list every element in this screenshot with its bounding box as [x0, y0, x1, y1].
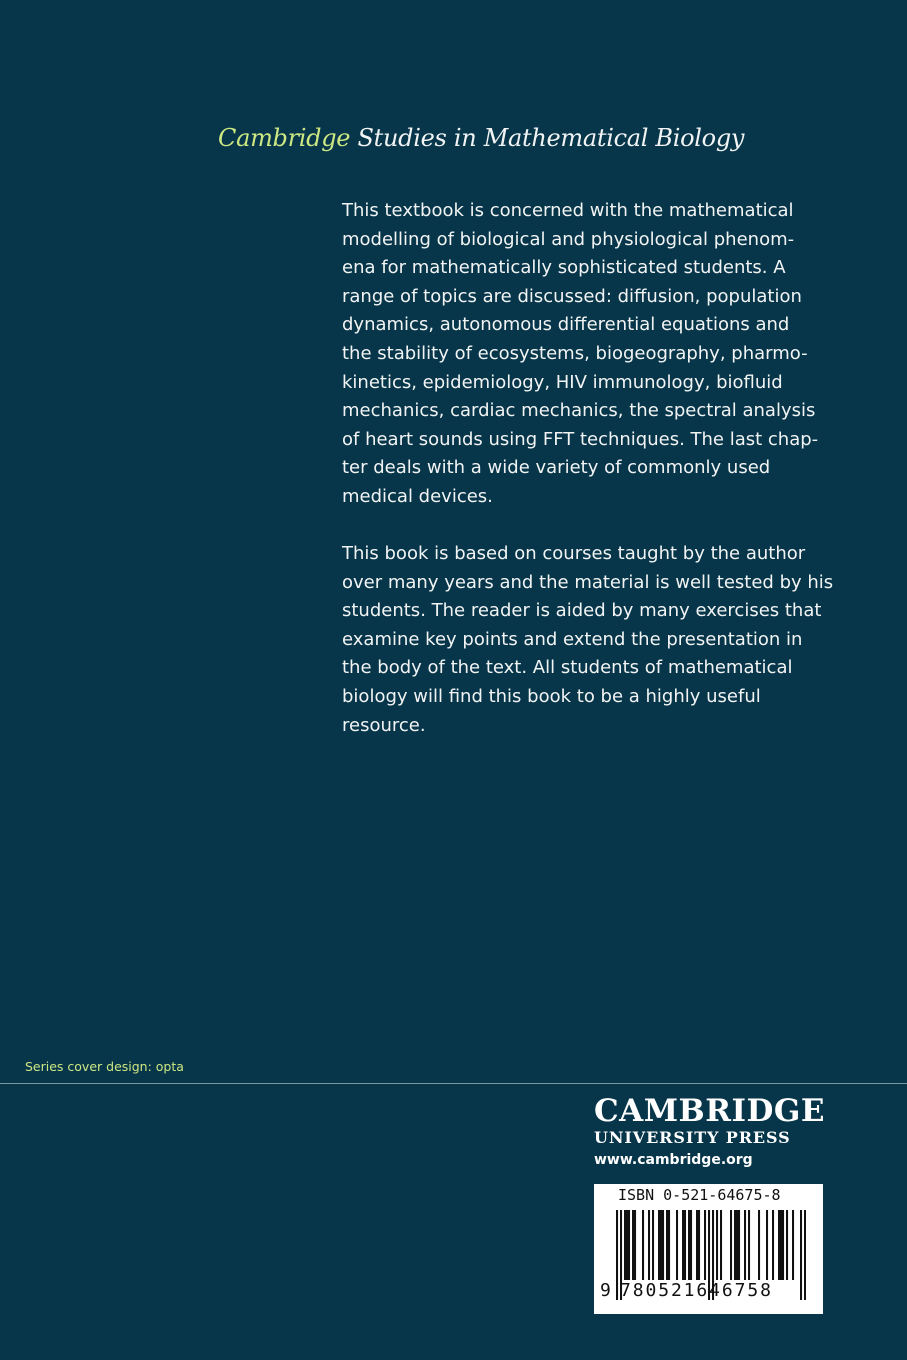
barcode-bar — [734, 1210, 736, 1280]
blurb-line: examine key points and extend the presentation in — [342, 628, 803, 650]
cover-design-credit: Series cover design: opta — [25, 1059, 184, 1074]
publisher-subname: UNIVERSITY PRESS — [594, 1128, 791, 1147]
barcode-bar — [780, 1210, 782, 1280]
publisher-url: www.cambridge.org — [594, 1152, 753, 1168]
blurb-line: medical devices. — [342, 485, 493, 507]
barcode-bar — [704, 1210, 706, 1280]
barcode-bar — [626, 1210, 628, 1280]
barcode-bar — [758, 1210, 760, 1280]
barcode-bar — [688, 1210, 690, 1280]
barcode-bar — [666, 1210, 668, 1280]
barcode-bar — [744, 1210, 746, 1280]
blurb-paragraph-2 — [342, 540, 834, 740]
barcode-bar — [668, 1210, 670, 1280]
barcode-bar — [800, 1210, 802, 1300]
barcode-bar — [772, 1210, 774, 1280]
barcode-bar — [662, 1210, 664, 1280]
barcode-bar — [652, 1210, 654, 1280]
barcode-bar — [642, 1210, 644, 1280]
barcode-bar — [748, 1210, 750, 1280]
barcode-bar — [628, 1210, 630, 1280]
barcode-bar — [660, 1210, 662, 1280]
divider-line — [0, 1083, 907, 1084]
blurb-line: mechanics, cardiac mechanics, the spectral analysis — [342, 400, 816, 422]
barcode-lead-digit: 9 — [600, 1280, 611, 1301]
isbn-barcode — [594, 1184, 823, 1314]
publisher-name: CAMBRIDGE — [594, 1093, 825, 1129]
blurb-line: dynamics, autonomous differential equations and — [342, 314, 790, 336]
series-title — [218, 124, 744, 152]
blurb-line: range of topics are discussed: diffusion, population — [342, 285, 802, 307]
blurb-line: ter deals with a wide variety of commonly used — [342, 457, 771, 479]
blurb-line: students. The reader is aided by many exercises that — [342, 600, 822, 622]
barcode-bar — [720, 1210, 722, 1280]
series-prefix: Cambridge — [218, 124, 351, 152]
blurb-line: This book is based on courses taught by the author — [342, 543, 806, 564]
blurb-line: modelling of biological and physiological phenom- — [342, 228, 795, 250]
blurb-line: biology will find this book to be a highly useful — [342, 685, 761, 707]
barcode-bar — [738, 1210, 740, 1280]
barcode-bar — [804, 1210, 806, 1300]
isbn-label: ISBN 0-521-64675-8 — [618, 1186, 781, 1204]
barcode-bar — [778, 1210, 780, 1280]
barcode-bar — [658, 1210, 660, 1280]
blurb-line: over many years and the material is well tested by his — [342, 571, 834, 593]
barcode-bar — [766, 1210, 768, 1280]
barcode-bar — [786, 1210, 788, 1280]
blurb-line: ena for mathematically sophisticated students. A — [342, 257, 786, 279]
blurb-line: This textbook is concerned with the mathematical — [342, 200, 794, 221]
barcode-bar — [698, 1210, 700, 1280]
publisher-logo — [594, 1094, 826, 1172]
blurb-line: of heart sounds using FFT techniques. The last chap- — [342, 428, 819, 450]
barcode-bar — [690, 1210, 692, 1280]
barcode-bar — [684, 1210, 686, 1280]
barcode-bar — [634, 1210, 636, 1280]
barcode-digits: 780521646758 — [620, 1280, 773, 1301]
blurb-line: kinetics, epidemiology, HIV immunology, biofluid — [342, 371, 783, 393]
blurb-paragraph-1 — [342, 197, 824, 512]
barcode-bar — [736, 1210, 738, 1280]
blurb-line: the body of the text. All students of mathematical — [342, 657, 793, 679]
barcode-bar — [624, 1210, 626, 1280]
barcode-bar — [648, 1210, 650, 1280]
barcode-bar — [676, 1210, 678, 1280]
blurb-line: resource. — [342, 714, 426, 736]
barcode-bar — [782, 1210, 784, 1280]
barcode-bar — [730, 1210, 732, 1280]
barcode-bar — [632, 1210, 634, 1280]
barcode-bar — [696, 1210, 698, 1280]
barcode-bar — [682, 1210, 684, 1280]
series-name: Studies in Mathematical Biology — [357, 124, 745, 152]
barcode-bar — [716, 1210, 718, 1280]
blurb-line: the stability of ecosystems, biogeography, pharmo- — [342, 342, 808, 364]
barcode-bar — [792, 1210, 794, 1280]
barcode-bar — [616, 1210, 618, 1300]
